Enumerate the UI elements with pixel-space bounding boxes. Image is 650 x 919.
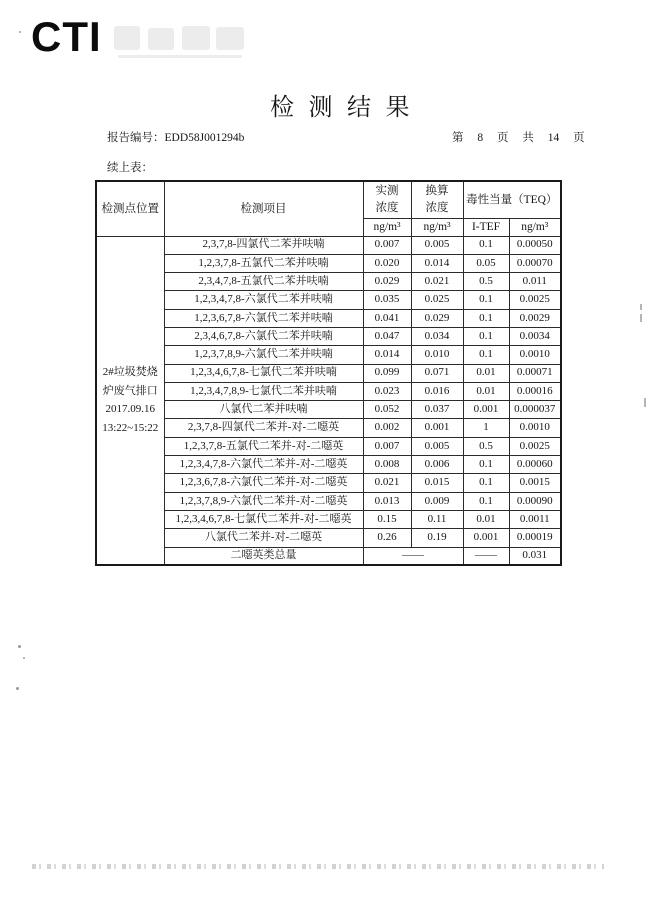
cell-item: 1,2,3,6,7,8-六氯代二苯并呋喃 xyxy=(164,309,363,327)
cell-converted: 0.19 xyxy=(411,529,463,547)
cell-item: 1,2,3,4,7,8-六氯代二苯并-对-二噁英 xyxy=(164,456,363,474)
cell-measured: 0.26 xyxy=(363,529,411,547)
cell-teq: 0.011 xyxy=(509,273,561,291)
cell-itef: 0.1 xyxy=(463,474,509,492)
cell-itef: 0.5 xyxy=(463,437,509,455)
header-unit-measured: ng/m³ xyxy=(363,218,411,236)
cell-itef: 0.01 xyxy=(463,382,509,400)
scan-speck xyxy=(18,645,21,648)
location-line: 13:22~15:22 xyxy=(102,421,159,434)
cell-itef: 0.1 xyxy=(463,309,509,327)
cell-converted: 0.11 xyxy=(411,510,463,528)
total-label: 二噁英类总量 xyxy=(164,547,363,565)
table-row xyxy=(96,529,561,547)
cell-converted: 0.037 xyxy=(411,401,463,419)
cell-measured: 0.099 xyxy=(363,364,411,382)
total-teq: 0.031 xyxy=(509,547,561,565)
cell-converted: 0.029 xyxy=(411,309,463,327)
cell-measured: 0.020 xyxy=(363,254,411,272)
cell-item: 八氯代二苯并-对-二噁英 xyxy=(164,529,363,547)
cell-itef: 0.01 xyxy=(463,364,509,382)
cell-measured: 0.007 xyxy=(363,437,411,455)
cell-converted: 0.014 xyxy=(411,254,463,272)
cell-measured: 0.047 xyxy=(363,327,411,345)
cell-item: 1,2,3,4,7,8,9-七氯代二苯并呋喃 xyxy=(164,382,363,400)
cell-teq: 0.0010 xyxy=(509,346,561,364)
cell-teq: 0.00090 xyxy=(509,492,561,510)
cell-measured: 0.008 xyxy=(363,456,411,474)
cell-item: 1,2,3,7,8-五氯代二苯并-对-二噁英 xyxy=(164,437,363,455)
table-row xyxy=(96,309,561,327)
cell-item: 2,3,7,8-四氯代二苯并呋喃 xyxy=(164,236,363,254)
cell-teq: 0.0011 xyxy=(509,510,561,528)
cell-measured: 0.021 xyxy=(363,474,411,492)
cell-measured: 0.007 xyxy=(363,236,411,254)
header-itef: I-TEF xyxy=(463,218,509,236)
cell-converted: 0.021 xyxy=(411,273,463,291)
cell-converted: 0.025 xyxy=(411,291,463,309)
header-converted-line: 换算 xyxy=(425,184,449,197)
table-row xyxy=(96,346,561,364)
cell-item: 2,3,7,8-四氯代二苯并-对-二噁英 xyxy=(164,419,363,437)
header-measured-line: 实测 xyxy=(375,184,399,197)
cell-itef: 0.001 xyxy=(463,529,509,547)
table-row xyxy=(96,254,561,272)
cell-item: 1,2,3,4,7,8-六氯代二苯并呋喃 xyxy=(164,291,363,309)
table-row xyxy=(96,273,561,291)
cell-itef: 0.1 xyxy=(463,291,509,309)
cell-converted: 0.010 xyxy=(411,346,463,364)
total-row xyxy=(96,547,561,565)
scan-speck xyxy=(23,657,25,659)
cell-teq: 0.00071 xyxy=(509,364,561,382)
location-line: 2#垃圾焚烧 xyxy=(102,366,158,379)
scan-speck xyxy=(19,31,21,33)
cell-measured: 0.052 xyxy=(363,401,411,419)
cell-measured: 0.041 xyxy=(363,309,411,327)
header-measured-line: 浓度 xyxy=(375,201,399,214)
cell-itef: 0.1 xyxy=(463,456,509,474)
header-unit-converted: ng/m³ xyxy=(411,218,463,236)
cell-measured: 0.15 xyxy=(363,510,411,528)
cell-itef: 0.001 xyxy=(463,401,509,419)
table-row xyxy=(96,456,561,474)
header-measured-conc xyxy=(363,181,411,218)
cell-itef: 0.01 xyxy=(463,510,509,528)
cell-itef: 0.1 xyxy=(463,346,509,364)
cell-item: 1,2,3,6,7,8-六氯代二苯并-对-二噁英 xyxy=(164,474,363,492)
cell-converted: 0.016 xyxy=(411,382,463,400)
cell-teq: 0.000037 xyxy=(509,401,561,419)
cell-item: 2,3,4,6,7,8-六氯代二苯并呋喃 xyxy=(164,327,363,345)
cell-teq: 0.0025 xyxy=(509,437,561,455)
cell-item: 1,2,3,4,6,7,8-七氯代二苯并-对-二噁英 xyxy=(164,510,363,528)
cell-item: 1,2,3,4,6,7,8-七氯代二苯并呋喃 xyxy=(164,364,363,382)
table-row xyxy=(96,492,561,510)
table-row xyxy=(96,327,561,345)
total-conc: —— xyxy=(363,547,463,565)
cell-converted: 0.006 xyxy=(411,456,463,474)
header-item: 检测项目 xyxy=(164,181,363,236)
footer-faint-marks xyxy=(32,864,604,869)
cell-itef: 0.05 xyxy=(463,254,509,272)
table-row xyxy=(96,437,561,455)
cell-itef: 0.1 xyxy=(463,327,509,345)
cell-teq: 0.0029 xyxy=(509,309,561,327)
cell-measured: 0.029 xyxy=(363,273,411,291)
cell-converted: 0.015 xyxy=(411,474,463,492)
table-row xyxy=(96,291,561,309)
cell-converted: 0.001 xyxy=(411,419,463,437)
cell-measured: 0.014 xyxy=(363,346,411,364)
cell-item: 1,2,3,7,8-五氯代二苯并呋喃 xyxy=(164,254,363,272)
cell-measured: 0.023 xyxy=(363,382,411,400)
cell-measured: 0.035 xyxy=(363,291,411,309)
location-line: 炉废气排口 xyxy=(102,384,158,397)
cell-itef: 1 xyxy=(463,419,509,437)
table-row xyxy=(96,474,561,492)
table-row xyxy=(96,401,561,419)
cell-teq: 0.00070 xyxy=(509,254,561,272)
results-table xyxy=(95,180,562,566)
cell-converted: 0.005 xyxy=(411,437,463,455)
scan-speck xyxy=(16,687,19,690)
cell-measured: 0.013 xyxy=(363,492,411,510)
table-row xyxy=(96,382,561,400)
page-title: 检测结果 xyxy=(270,95,424,121)
cell-teq: 0.0010 xyxy=(509,419,561,437)
cell-teq: 0.00060 xyxy=(509,456,561,474)
table-row xyxy=(96,236,561,254)
cell-teq: 0.00016 xyxy=(509,382,561,400)
cell-converted: 0.034 xyxy=(411,327,463,345)
cell-item: 八氯代二苯并呋喃 xyxy=(164,401,363,419)
header-row xyxy=(96,181,561,218)
cell-item: 1,2,3,7,8,9-六氯代二苯并-对-二噁英 xyxy=(164,492,363,510)
table-row xyxy=(96,510,561,528)
location-cell xyxy=(96,236,164,565)
cell-teq: 0.0034 xyxy=(509,327,561,345)
cell-converted: 0.071 xyxy=(411,364,463,382)
cell-measured: 0.002 xyxy=(363,419,411,437)
header-unit-teq: ng/m³ xyxy=(509,218,561,236)
scan-edge-mark xyxy=(640,314,642,322)
total-itef: —— xyxy=(463,547,509,565)
header-converted-conc xyxy=(411,181,463,218)
table-row xyxy=(96,419,561,437)
cell-itef: 0.5 xyxy=(463,273,509,291)
continued-label: 续上表： xyxy=(107,162,153,174)
cell-teq: 0.00050 xyxy=(509,236,561,254)
cti-logo: CTI xyxy=(31,13,102,60)
scan-edge-mark xyxy=(640,304,642,310)
cell-item: 1,2,3,7,8,9-六氯代二苯并呋喃 xyxy=(164,346,363,364)
cell-teq: 0.0015 xyxy=(509,474,561,492)
cell-itef: 0.1 xyxy=(463,492,509,510)
cell-converted: 0.005 xyxy=(411,236,463,254)
logo-faded-mark xyxy=(112,24,248,60)
scan-edge-mark xyxy=(644,398,646,407)
report-number: 报告编号：EDD58J001294b xyxy=(107,132,245,144)
header-converted-line: 浓度 xyxy=(425,201,449,214)
table-row xyxy=(96,364,561,382)
cell-teq: 0.0025 xyxy=(509,291,561,309)
cell-item: 2,3,4,7,8-五氯代二苯并呋喃 xyxy=(164,273,363,291)
location-line: 2017.09.16 xyxy=(105,403,155,416)
header-location: 检测点位置 xyxy=(96,181,164,236)
page-number: 第 8 页 共 14 页 xyxy=(452,132,585,144)
cell-teq: 0.00019 xyxy=(509,529,561,547)
cell-converted: 0.009 xyxy=(411,492,463,510)
header-teq: 毒性当量（TEQ） xyxy=(463,181,561,218)
cell-itef: 0.1 xyxy=(463,236,509,254)
